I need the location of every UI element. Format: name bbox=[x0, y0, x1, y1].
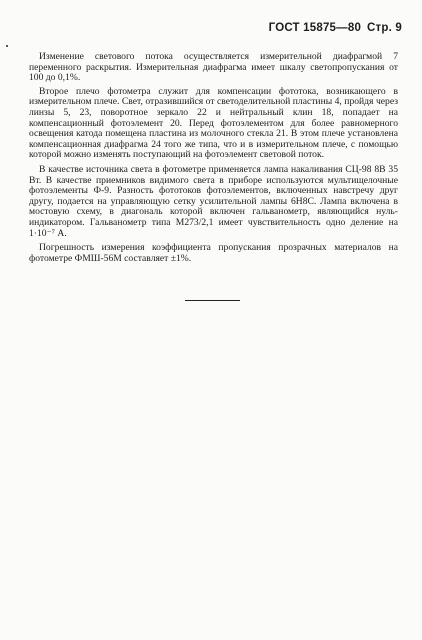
standard-number: ГОСТ 15875—80 bbox=[268, 22, 362, 34]
paragraph-second-arm: Второе плечо фотометра служит для компенсации фототока, возникающего в измерительном плече. Свет, отразившийся от светоделительной пластины 4, пройдя через линзы 5, 23, поворотное зеркало 22 и нейтральный клин 18, попадает на компенсационный фотоэлемент 20. Перед фотоэлементом для более равномерного освещения катода помещена пластина из молочного стекла 21. В этом плече установлена компенсационная диафрагма 24 того же типа, что и в измерительном плече, с помощью которой можно изменять поступающий на фотоэлемент световой поток. bbox=[29, 85, 398, 161]
page-number: Стр. 9 bbox=[367, 22, 402, 34]
page-header bbox=[269, 22, 402, 34]
paragraph-error: Погрешность измерения коэффициента пропускания прозрачных материалов на фотометре ФМШ-56М составляет ±1%. bbox=[29, 242, 398, 264]
document-body bbox=[29, 52, 398, 268]
margin-dot bbox=[6, 45, 8, 47]
end-rule bbox=[185, 300, 240, 301]
paragraph-aperture: Изменение светового потока осуществляется измерительной диафрагмой 7 переменного раскрытия. Измерительная диафрагма имеет шкалу светопропускания от 100 до 0,1%. bbox=[29, 51, 398, 84]
paragraph-light-source: В качестве источника света в фотометре применяется лампа накаливания СЦ-98 8В 35 Вт. В качестве приемников видимого света в приборе используются мультищелочные фотоэлементы Ф-9. Разность фототоков фотоэлементов, включенных навстречу друг другу, подается на управляющую сетку усилительной лампы 6Н8С. Лампа включена в мостовую схему, в диагональ которой включен гальванометр, являющийся нуль-индикатором. Гальванометр типа М273/2,1 имеет чувствительность одно деление на 1·10⁻⁷ А. bbox=[29, 163, 398, 239]
